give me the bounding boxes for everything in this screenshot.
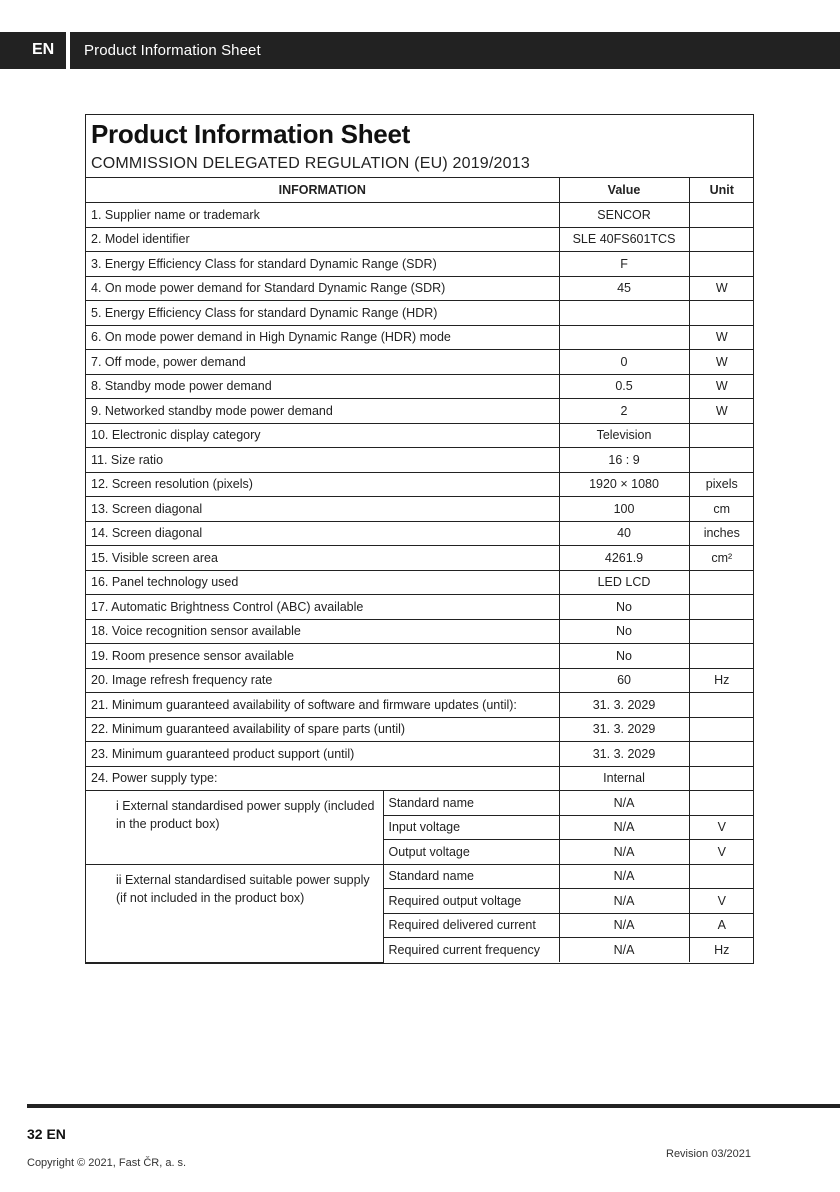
table-row xyxy=(86,203,754,228)
table-row xyxy=(86,325,754,350)
table-row xyxy=(86,374,754,399)
revision-text: Revision 03/2021 xyxy=(666,1148,752,1160)
table-header-row xyxy=(86,178,754,203)
product-information-sheet xyxy=(85,114,754,964)
table-row xyxy=(86,252,754,277)
information-table xyxy=(86,178,754,963)
row-label: 4. On mode power demand for Standard Dynamic Range (SDR) xyxy=(86,276,559,301)
table-row xyxy=(86,472,754,497)
table-row xyxy=(86,693,754,718)
table-row xyxy=(86,350,754,375)
sub-row-unit: V xyxy=(689,815,754,840)
row-unit: cm xyxy=(689,497,754,522)
row-value: No xyxy=(559,644,689,669)
row-value: SENCOR xyxy=(559,203,689,228)
sub-row-value: N/A xyxy=(559,840,689,865)
row-label: 6. On mode power demand in High Dynamic Range (HDR) mode xyxy=(86,325,559,350)
row-label: 14. Screen diagonal xyxy=(86,521,559,546)
row-unit: Hz xyxy=(689,668,754,693)
row-label: 2. Model identifier xyxy=(86,227,559,252)
sub-row-value: N/A xyxy=(559,791,689,816)
sheet-header xyxy=(86,115,753,178)
row-unit: cm² xyxy=(689,546,754,571)
row-label: 1. Supplier name or trademark xyxy=(86,203,559,228)
table-row xyxy=(86,570,754,595)
page-number: 32 EN xyxy=(27,1126,66,1142)
row-unit: inches xyxy=(689,521,754,546)
row-unit xyxy=(689,742,754,767)
row-label: 11. Size ratio xyxy=(86,448,559,473)
header-title: Product Information Sheet xyxy=(84,42,261,59)
sub-row-name: Standard name xyxy=(383,864,559,889)
row-label: 12. Screen resolution (pixels) xyxy=(86,472,559,497)
table-row xyxy=(86,497,754,522)
sub-row-unit: Hz xyxy=(689,938,754,963)
row-unit xyxy=(689,619,754,644)
table-row xyxy=(86,619,754,644)
sheet-subtitle: COMMISSION DELEGATED REGULATION (EU) 2019/2013 xyxy=(91,155,530,172)
table-row xyxy=(86,227,754,252)
row-unit xyxy=(689,766,754,791)
row-label: 7. Off mode, power demand xyxy=(86,350,559,375)
footer-divider xyxy=(27,1104,840,1108)
table-row xyxy=(86,766,754,791)
row-label: 17. Automatic Brightness Control (ABC) available xyxy=(86,595,559,620)
row-unit xyxy=(689,423,754,448)
row-label: 3. Energy Efficiency Class for standard Dynamic Range (SDR) xyxy=(86,252,559,277)
table-row xyxy=(86,399,754,424)
sub-row-value: N/A xyxy=(559,889,689,914)
row-value: No xyxy=(559,595,689,620)
sub-row-value: N/A xyxy=(559,938,689,963)
row-value: 40 xyxy=(559,521,689,546)
row-unit: pixels xyxy=(689,472,754,497)
row-unit: W xyxy=(689,374,754,399)
sub-row-unit xyxy=(689,864,754,889)
row-label: 24. Power supply type: xyxy=(86,766,559,791)
row-unit: W xyxy=(689,399,754,424)
row-value: 2 xyxy=(559,399,689,424)
row-label: 23. Minimum guaranteed product support (until) xyxy=(86,742,559,767)
row-unit xyxy=(689,301,754,326)
row-value: 45 xyxy=(559,276,689,301)
table-row xyxy=(86,644,754,669)
row-value: 16 : 9 xyxy=(559,448,689,473)
sub-row-name: Input voltage xyxy=(383,815,559,840)
row-value: 31. 3. 2029 xyxy=(559,717,689,742)
sub-row-name: Standard name xyxy=(383,791,559,816)
row-value: 31. 3. 2029 xyxy=(559,693,689,718)
row-unit xyxy=(689,717,754,742)
sub-row-name: Required output voltage xyxy=(383,889,559,914)
row-value xyxy=(559,325,689,350)
row-label: 5. Energy Efficiency Class for standard Dynamic Range (HDR) xyxy=(86,301,559,326)
row-value: Internal xyxy=(559,766,689,791)
sub-row-value: N/A xyxy=(559,913,689,938)
row-label: 10. Electronic display category xyxy=(86,423,559,448)
sub-row-name: Required delivered current xyxy=(383,913,559,938)
row-value: F xyxy=(559,252,689,277)
row-label: 19. Room presence sensor available xyxy=(86,644,559,669)
row-value: 31. 3. 2029 xyxy=(559,742,689,767)
row-value: LED LCD xyxy=(559,570,689,595)
row-value xyxy=(559,301,689,326)
row-label: 22. Minimum guaranteed availability of spare parts (until) xyxy=(86,717,559,742)
sub-row-name: Required current frequency xyxy=(383,938,559,963)
row-label: 18. Voice recognition sensor available xyxy=(86,619,559,644)
row-label: 20. Image refresh frequency rate xyxy=(86,668,559,693)
row-unit xyxy=(689,570,754,595)
sub-row-value: N/A xyxy=(559,815,689,840)
row-unit: W xyxy=(689,325,754,350)
row-value: 60 xyxy=(559,668,689,693)
row-unit xyxy=(689,227,754,252)
row-unit xyxy=(689,644,754,669)
power-supply-group-label: ii External standardised suitable power supply (if not included in the product box) xyxy=(86,864,383,962)
row-unit xyxy=(689,448,754,473)
row-label: 15. Visible screen area xyxy=(86,546,559,571)
row-value: 0.5 xyxy=(559,374,689,399)
sub-row-unit: A xyxy=(689,913,754,938)
column-header-unit: Unit xyxy=(689,178,754,203)
row-value: 1920 × 1080 xyxy=(559,472,689,497)
language-code: EN xyxy=(32,41,55,58)
table-row xyxy=(86,717,754,742)
row-unit xyxy=(689,252,754,277)
sheet-title: Product Information Sheet xyxy=(91,119,410,149)
row-unit xyxy=(689,203,754,228)
row-value: 0 xyxy=(559,350,689,375)
column-header-information: INFORMATION xyxy=(86,178,559,203)
table-row xyxy=(86,864,754,889)
row-value: SLE 40FS601TCS xyxy=(559,227,689,252)
table-row xyxy=(86,423,754,448)
table-row xyxy=(86,448,754,473)
row-label: 21. Minimum guaranteed availability of software and firmware updates (until): xyxy=(86,693,559,718)
table-row xyxy=(86,595,754,620)
row-value: 100 xyxy=(559,497,689,522)
row-label: 13. Screen diagonal xyxy=(86,497,559,522)
row-label: 8. Standby mode power demand xyxy=(86,374,559,399)
column-header-value: Value xyxy=(559,178,689,203)
power-supply-group-label: i External standardised power supply (included in the product box) xyxy=(86,791,383,865)
sub-row-name: Output voltage xyxy=(383,840,559,865)
header-bar xyxy=(0,32,840,69)
sub-row-unit xyxy=(689,791,754,816)
table-row xyxy=(86,301,754,326)
row-label: 16. Panel technology used xyxy=(86,570,559,595)
table-row xyxy=(86,791,754,816)
row-unit: W xyxy=(689,276,754,301)
copyright-text: Copyright © 2021, Fast ČR, a. s. xyxy=(27,1157,187,1169)
row-unit xyxy=(689,595,754,620)
sub-row-unit: V xyxy=(689,840,754,865)
table-row xyxy=(86,546,754,571)
sub-row-value: N/A xyxy=(559,864,689,889)
table-row xyxy=(86,521,754,546)
language-badge xyxy=(0,32,70,69)
row-value: 4261.9 xyxy=(559,546,689,571)
row-unit xyxy=(689,693,754,718)
row-value: No xyxy=(559,619,689,644)
row-value: Television xyxy=(559,423,689,448)
sub-row-unit: V xyxy=(689,889,754,914)
table-row xyxy=(86,742,754,767)
table-row xyxy=(86,276,754,301)
row-unit: W xyxy=(689,350,754,375)
row-label: 9. Networked standby mode power demand xyxy=(86,399,559,424)
table-row xyxy=(86,668,754,693)
